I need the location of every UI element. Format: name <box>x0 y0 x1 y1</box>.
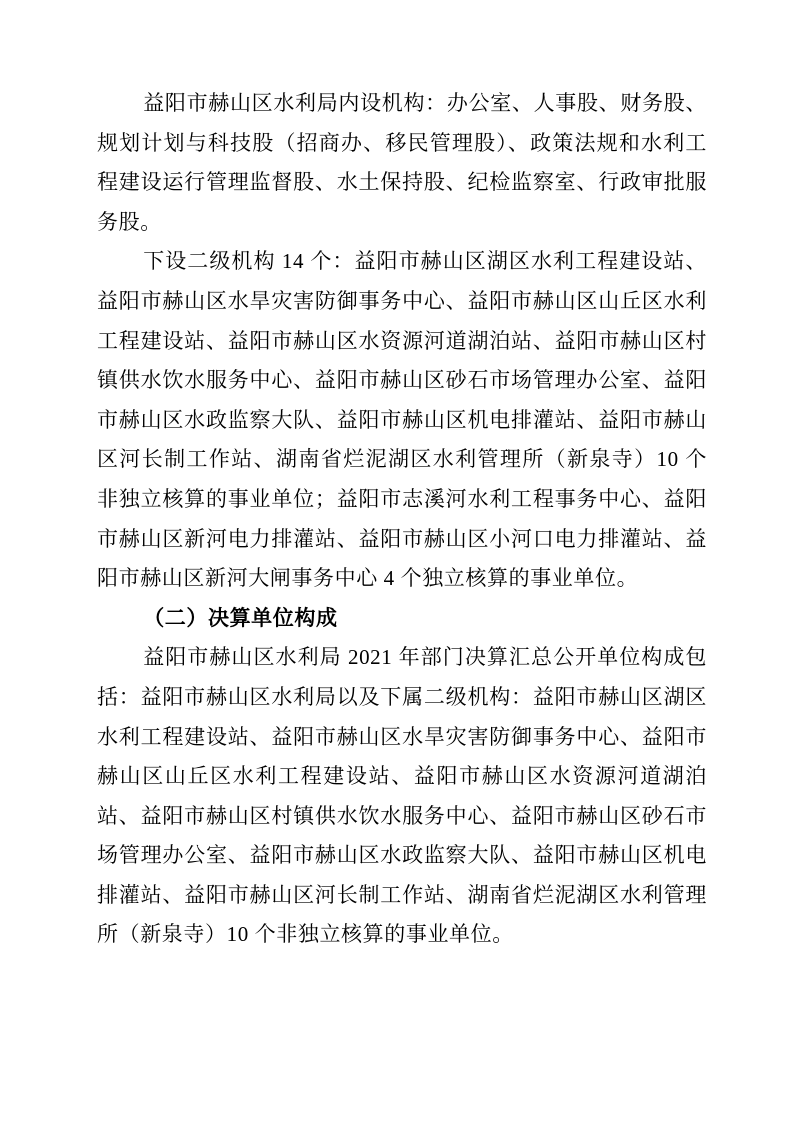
section-heading-settlement-unit-composition: （二）决算单位构成 <box>143 605 338 630</box>
document-body <box>97 84 707 955</box>
paragraph-internal-divisions: 益阳市赫山区水利局内设机构：办公室、人事股、财务股、规划计划与科技股（招商办、移民管理股）、政策法规和水利工程建设运行管理监督股、水土保持股、纪检监察室、行政审批服务股。 <box>97 91 707 234</box>
paragraph-subordinate-institutions: 下设二级机构 14 个：益阳市赫山区湖区水利工程建设站、益阳市赫山区水旱灾害防御事务中心、益阳市赫山区山丘区水利工程建设站、益阳市赫山区水资源河道湖泊站、益阳市赫山区村镇供水饮水服务中心、益阳市赫山区砂石市场管理办公室、益阳市赫山区水政监察大队、益阳市赫山区机电排灌站、益阳市赫山区河长制工作站、湖南省烂泥湖区水利管理所（新泉寺）10 个非独立核算的事业单位；益阳市志溪河水利工程事务中心、益阳市赫山区新河电力排灌站、益阳市赫山区小河口电力排灌站、益阳市赫山区新河大闸事务中心 4 个独立核算的事业单位。 <box>97 249 707 591</box>
paragraph-settlement-unit-composition: 益阳市赫山区水利局 2021 年部门决算汇总公开单位构成包括：益阳市赫山区水利局以及下属二级机构：益阳市赫山区湖区水利工程建设站、益阳市赫山区水旱灾害防御事务中心、益阳市赫山区山丘区水利工程建设站、益阳市赫山区水资源河道湖泊站、益阳市赫山区村镇供水饮水服务中心、益阳市赫山区砂石市场管理办公室、益阳市赫山区水政监察大队、益阳市赫山区机电排灌站、益阳市赫山区河长制工作站、湖南省烂泥湖区水利管理所（新泉寺）10 个非独立核算的事业单位。 <box>97 645 707 947</box>
